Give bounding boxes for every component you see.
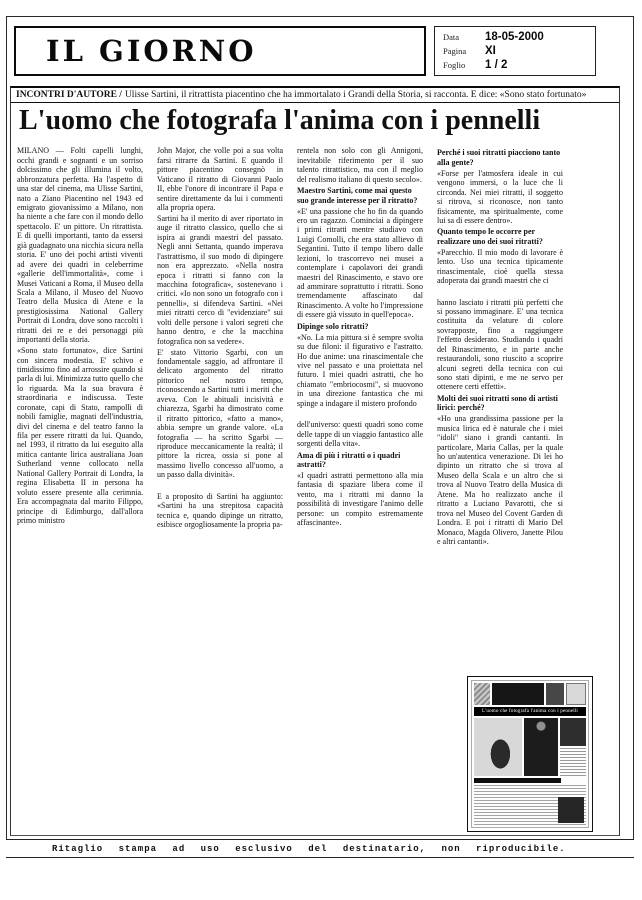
article-paragraph: «Sono stato fortunato», dice Sartini con sincera modestia. E' schivo e timidissimo fino ad arrossire quando si parla di lui. Minimizza tutto quello che lo riguarda. Ma la sua bravura è straordinaria e indiscussa. Teste coronate, capi di Stato, rampolli di nobili famiglie, magnati dell'industria, divi del cinema e del teatro fanno la fila per essere ritratti da lui. Quando, nel 1993, il ritratto da lui eseguito alla mitica cantante lirica australiana Joan Sutherland venne collocato nella National Gallery Portrait di Londra, la regina Elisabetta II in persona ha voluto essere presente alla cerimnia. Era accompagnata dal marito Filippo, principe di Edimburgo, dall'allora primo ministro — [17, 346, 143, 525]
kicker — [11, 88, 619, 103]
article-paragraph: E' stato Vittorio Sgarbi, con un fondamentale saggio, ad affrontare il delicato argomento del ritratto pittorico nel nostro tempo, riconoscendo a Sartini tutti i meriti che aveva. Con le abituali incisività e chiarezza, Sgarbi ha dimostrato come il ritratto pittorico, «fatto a mano», abbia sempre un grande valore. «La fotografia — ha scritto Sgarbi — riproduce meccanicamente la realtà; il pittore la ricrea, ossia si pone al massimo livello concesso all'uomo, a un passo dalla divinità». — [157, 347, 283, 480]
article-column — [297, 146, 423, 548]
article-paragraph: John Major, che volle poi a sua volta farsi ritrarre da Sartini. E quando il pittore piacentino consegnò in Vaticano il ritratto di Giovanni Paolo II, ebbe l'onore di incontrare il Papa e sentire direttamente da lui i commenti alla propria opera. — [157, 146, 283, 213]
mini-text-block — [560, 748, 586, 776]
article-headline: L'uomo che fotografa l'anima con i pennelli — [19, 105, 541, 136]
mini-photo — [560, 718, 586, 746]
mini-photo — [524, 718, 558, 776]
thumbnail-mini-page — [471, 680, 589, 828]
mini-photo — [566, 683, 586, 705]
sheet-value: 1 / 2 — [485, 59, 508, 71]
info-row-sheet — [443, 59, 587, 71]
article-paragraph: dell'universo: questi quadri sono come delle tappe di un viaggio fantastico alle sorgenti della vita». — [297, 420, 423, 449]
mini-photo — [492, 683, 544, 705]
article-paragraph: hanno lasciato i ritratti più perfetti che si possano immaginare. E' una tecnica costituita da velature di colore sovrapposte, fino a raggiungere l'effetto desiderato. Studiando i quadri del Rinascimento, e in parte anche restaurandoli, sono riuscito a scoprire alcuni segreti della tecnica con cui sono stati dipinti, e me ne servo per ottenere certi effetti». — [437, 297, 563, 392]
info-row-date — [443, 31, 587, 43]
interview-question: Dipinge solo ritratti? — [297, 321, 369, 331]
kicker-label: INCONTRI D'AUTORE / — [16, 90, 122, 100]
thumbnail-side-column — [560, 718, 586, 776]
interview-question: Molti dei suoi ritratti sono di artisti lirici: perché? — [437, 393, 558, 413]
page-value: XI — [485, 45, 496, 57]
article-paragraph: Sartini ha il merito di aver riportato in auge il ritratto classico, quello che si ispira ai grandi maestri del passato. Negli anni Settanta, quando imperava l'astrattismo, il suo modo di dipingere non era apprezzato. «Nella nostra epoca i ritratti si fanno con la macchina fotografica», sostenevano i critici. «Io non sono un fotografo con i pennelli», si difendeva Sartini. «Nei miei ritratti cerco di "evidenziare" sui volti delle persone i valori segreti che hanno dentro, e che la macchina fotografica non sa vedere». — [157, 213, 283, 346]
interview-question: Maestro Sartini, come mai questo suo grande interesse per il ritratto? — [297, 186, 418, 205]
mini-photo — [558, 797, 584, 823]
thumbnail-text-columns — [474, 785, 586, 825]
kicker-text: Ulisse Sartini, il ritrattista piacentino che ha immortalato i Grandi della Storia, si racconta. E dice: «Sono stato fortunato» — [124, 90, 587, 100]
article-column — [437, 146, 563, 548]
footer-disclaimer: Ritaglio stampa ad uso esclusivo del destinatario, non riproducibile. — [52, 843, 566, 854]
thumbnail-headline: L'uomo che fotografa l'anima con i pennelli — [474, 707, 586, 716]
thumbnail-photo-strip — [474, 683, 586, 705]
article-paragraph: «Ho una grandissima passione per la musica lirica ed è naturale che i miei "idoli" siano i grandi cantanti. In particolare, Maria Callas, per la quale ho un'autentica venerazione. Di lei ho dipinto un ritratto che si trova al Museo della Scala e un altro che si trova al Nuovo Teatro della Musica di Atene. Ma ho realizzato anche il ritratto a Luciano Pavarotti, che si trova nel Museo del Covent Garden di Londra. E poi i ritratti di Mario Del Monaco, Magda Olivero, Janette Pilou e altri cantanti». — [437, 414, 563, 546]
interview-question: Perché i suoi ritratti piacciono tanto alla gente? — [437, 148, 561, 167]
mini-photo — [474, 718, 522, 776]
date-value: 18-05-2000 — [485, 31, 544, 43]
clipping-info-box — [434, 26, 596, 76]
interview-question: Quanto tempo le occorre per realizzare uno dei suoi ritratti? — [437, 227, 543, 246]
masthead-box — [14, 26, 426, 76]
clipping-thumbnail — [467, 676, 593, 832]
article-column — [17, 146, 143, 548]
article-paragraph: «E' una passione che ho fin da quando ero un ragazzo. Cominciai a dipingere i primi ritratti mentre studiavo con Luigi Comolli, che era stato allievo di Segantini. Tutto il tempo libero dalle lezioni, lo trascorrevo nei musei a contemplare i capolavori dei grandi maestri del Rinascimento, e stavo ore ad ammirare soprattutto i ritratti. Sono tremendamente affascinato dal Rinascimento. A volte ho l'impressione di essere già vissuto in quell'epoca». — [297, 206, 423, 320]
article-paragraph: «Parecchio. Il mio modo di lavorare è lento. Uso una tecnica tipicamente rinascimentale, cioè quella stessa adoperata dai grandi maestri che ci — [437, 247, 563, 286]
article-paragraph: «No. La mia pittura si è sempre svolta su due filoni: il figurativo e l'astratto. Ho due anime: una rinascimentale che vive nel passato e una proiettata nel futuro. I miei quadri astratti, che ho chiamato "embriocosmi", si muovono in una direzione fantastica che mi spinge a indagare il mistero profondo — [297, 332, 423, 408]
mini-photo — [546, 683, 564, 705]
article-paragraph: rentela non solo con gli Annigoni, inevitabile riferimento per il suo talento ritrattistico, ma con il meglio del realismo italiano di questo secolo». — [297, 146, 423, 184]
article-paragraph: «Forse per l'atmosfera ideale in cui vengono immersi, o la luce che li circonda. Nei miei ritratti, il soggetto si ritrova, si riconosce, non tanto fisicamente, ma spiritualmente, come lui sa di essere dentro». — [437, 168, 563, 225]
thumbnail-photos-main — [474, 718, 586, 776]
date-label: Data — [443, 32, 460, 42]
info-row-page — [443, 45, 587, 57]
thumbnail-caption-bar — [474, 778, 561, 783]
page-label: Pagina — [443, 46, 467, 56]
newspaper-masthead: IL GIORNO — [46, 34, 257, 68]
article-box — [10, 86, 620, 836]
footer-strip — [6, 839, 634, 858]
article-paragraph: E a proposito di Sartini ha aggiunto: «Sartini ha una strepitosa capacità tecnica e, quando dipinge un ritratto, esibisce orgogliosamente la propria pa- — [157, 491, 283, 530]
article-paragraph: MILANO — Folti capelli lunghi, occhi grandi e sognanti e un sorriso dolcissimo che gli illumina il volto, abbronzatura perfetta. Ha l'aspetto di una star del cinema, ma Ulisse Sartini, nato a Ziano Piacentino nel 1943 ed emigrato giovanissimo a Milano, non ha niente a che fare con il mondo dello spettacolo. E' un pittore. Un ritrattista. E di quelli importanti, tanto da essersi già guadagnato una nicchia sicura nella storia. E' uno dei pochi artisti viventi ad avere dei quadri in celeberrime «gallerie dell'immortalità», come i Musei Vaticani a Roma, il Museo della Scala a Milano, il Museo del Nuovo Teatro della Musica di Atene e la prestigiosissima National Gallery Portrait di Londra, dove sono raccolti i ritratti dei re e dei personaggi più importanti della storia. — [17, 146, 143, 345]
article-column — [157, 146, 283, 548]
article-paragraph: «I quadri astratti permettono alla mia fantasia di spaziare libera come il vento, ma i ritratti mi danno la possibilità di investigare l'animo delle persone: un compito estremamente affascinante». — [297, 470, 423, 528]
sheet-label: Foglio — [443, 60, 466, 70]
mini-photo — [474, 683, 490, 705]
interview-question: Ama di più i ritratti o i quadri astratti? — [297, 450, 401, 469]
article-columns — [11, 139, 619, 548]
